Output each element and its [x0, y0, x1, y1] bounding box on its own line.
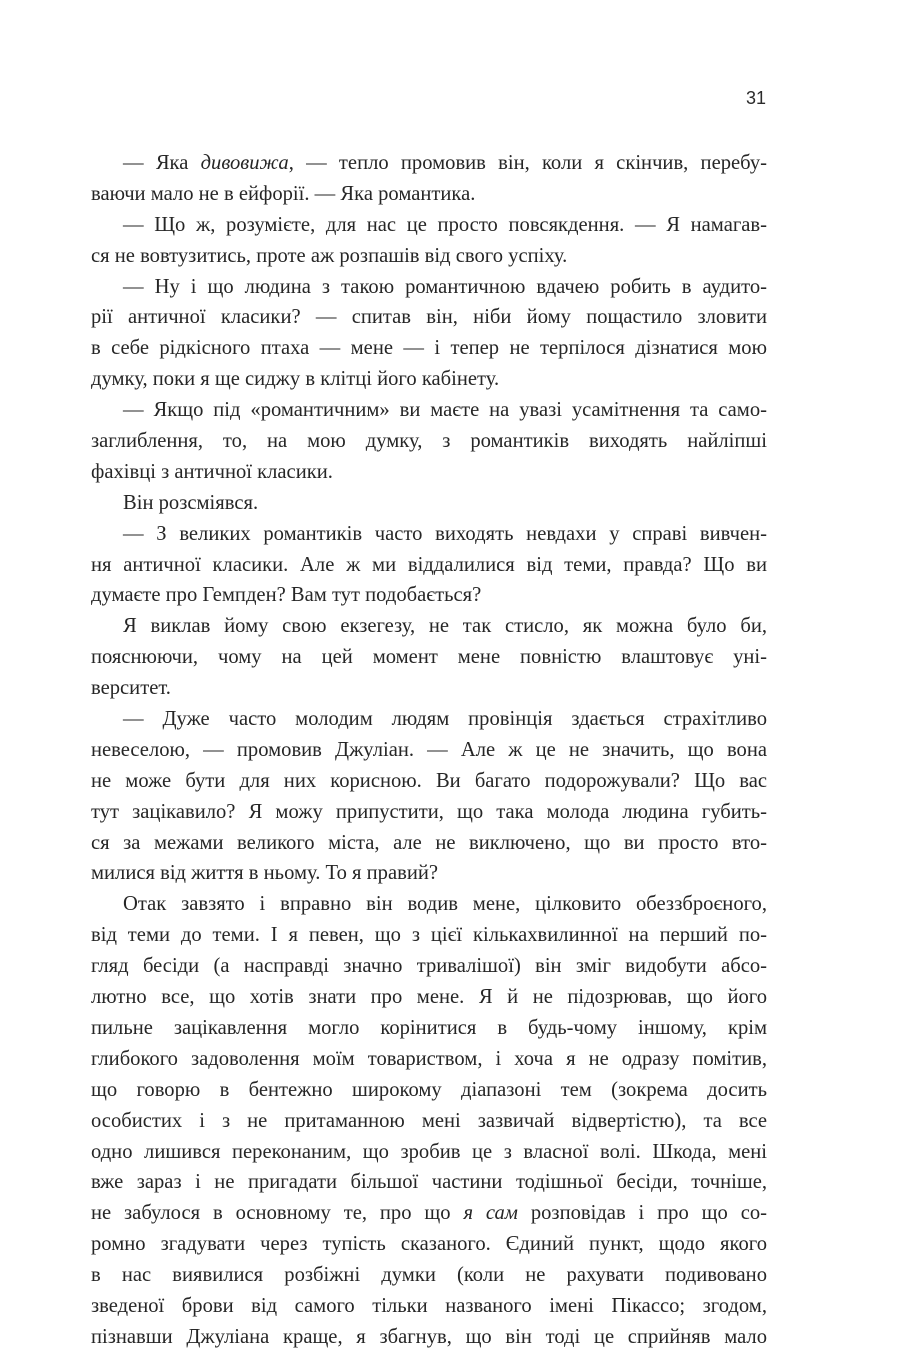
text-line: в себе рідкісного птаха — мене — і тепер не терпілося дізнатися мою — [91, 337, 767, 360]
text-line: Отак завзято і вправно він водив мене, цілковито обеззброєного, — [123, 893, 767, 916]
paragraph — [91, 210, 767, 272]
text-line: від теми до теми. І я певен, що з цієї кількахвилинної на перший по- — [91, 924, 767, 947]
text-line: зведеної брови від самого тільки названого імені Пікассо; згодом, — [91, 1294, 767, 1317]
paragraph — [91, 704, 767, 889]
text-line: ромно згадувати через тупість сказаного. Єдиний пункт, щодо якого — [91, 1233, 767, 1256]
text-line: — Яка дивовижа, — тепло промовив він, коли я скінчив, перебу- — [123, 152, 767, 174]
text-line: ваючи мало не в ейфорії. — Яка романтика. — [91, 182, 476, 205]
paragraph — [91, 395, 767, 488]
text-line: Він розсміявся. — [123, 491, 259, 514]
paragraph — [91, 148, 767, 210]
text-line: ся за межами великого міста, але не виключено, що ви просто вто- — [91, 831, 767, 854]
text-line: — Що ж, розумієте, для нас це просто повсякдення. — Я намагав- — [123, 213, 767, 236]
text-line: думаєте про Гемпден? Вам тут подобається? — [91, 584, 482, 607]
text-line: особистих і з не притаманною мені зазвичай відвертістю), та все — [91, 1109, 767, 1132]
text-line: фахівці з античної класики. — [91, 460, 333, 483]
text-line: не може бути для них корисною. Ви багато подорожували? Що вас — [91, 769, 767, 792]
text-line: — З великих романтиків часто виходять невдахи у справі вивчен- — [123, 522, 767, 545]
text-line: лютно все, що хотів знати про мене. Я й не підозрював, що його — [91, 986, 767, 1009]
paragraph — [91, 519, 767, 612]
text-line: гляд бесіди (а насправді значно тривалішої) він зміг видобути абсо- — [91, 955, 767, 978]
text-line: в нас виявилися розбіжні думки (коли не рахувати подивовано — [91, 1264, 767, 1287]
text-line: пояснюючи, чому на цей момент мене повністю влаштовує уні- — [91, 646, 767, 669]
text-line: верситет. — [91, 677, 171, 700]
text-line: пізнавши Джуліана краще, я збагнув, що він тоді це сприйняв мало — [91, 1325, 767, 1348]
text-line: — Якщо під «романтичним» ви маєте на увазі усамітнення та само- — [123, 399, 767, 422]
text-line: вже зараз і не пригадати більшої частини тодішньої бесіди, точніше, — [91, 1171, 767, 1194]
body-text — [91, 148, 767, 1353]
text-line: ня античної класики. Але ж ми віддалилися від теми, правда? Що ви — [91, 553, 767, 576]
text-line: тут зацікавило? Я можу припустити, що така молода людина губить- — [91, 800, 767, 823]
text-line: глибокого задоволення моїм товариством, і хоча я не одразу помітив, — [91, 1047, 767, 1070]
text-line: що говорю в бентежно широкому діапазоні тем (зокрема досить — [91, 1078, 767, 1101]
paragraph — [91, 889, 767, 1352]
text-line: не забулося в основному те, про що я сам розповідав і про що со- — [91, 1202, 767, 1225]
text-line: одно лишився переконаним, що зробив це з власної волі. Шкода, мені — [91, 1140, 767, 1163]
text-line: ся не вовтузитись, проте аж розпашів від свого успіху. — [91, 244, 568, 267]
text-line: заглиблення, то, на мою думку, з романтиків виходять найліпші — [91, 430, 767, 453]
text-line: думку, поки я ще сиджу в клітці його кабінету. — [91, 368, 500, 391]
paragraph — [91, 488, 767, 519]
text-line: пильне зацікавлення могло корінитися в будь-чому іншому, крім — [91, 1016, 767, 1039]
text-line: милися від життя в ньому. То я правий? — [91, 862, 438, 885]
text-line: невеселою, — промовив Джуліан. — Але ж це не значить, що вона — [91, 738, 767, 761]
text-line: — Ну і що людина з такою романтичною вдачею робить в аудито- — [123, 275, 767, 298]
text-line: рії античної класики? — спитав він, ніби йому пощастило зловити — [91, 306, 767, 329]
italic-text: дивовижа — [200, 152, 289, 174]
italic-text: я сам — [463, 1202, 518, 1225]
page-number: 31 — [745, 88, 766, 108]
text-line: — Дуже часто молодим людям провінція здається страхітливо — [123, 708, 767, 731]
paragraph — [91, 272, 767, 396]
paragraph — [91, 611, 767, 704]
text-line: Я виклав йому свою екзегезу, не так стисло, як можна було би, — [123, 615, 767, 638]
